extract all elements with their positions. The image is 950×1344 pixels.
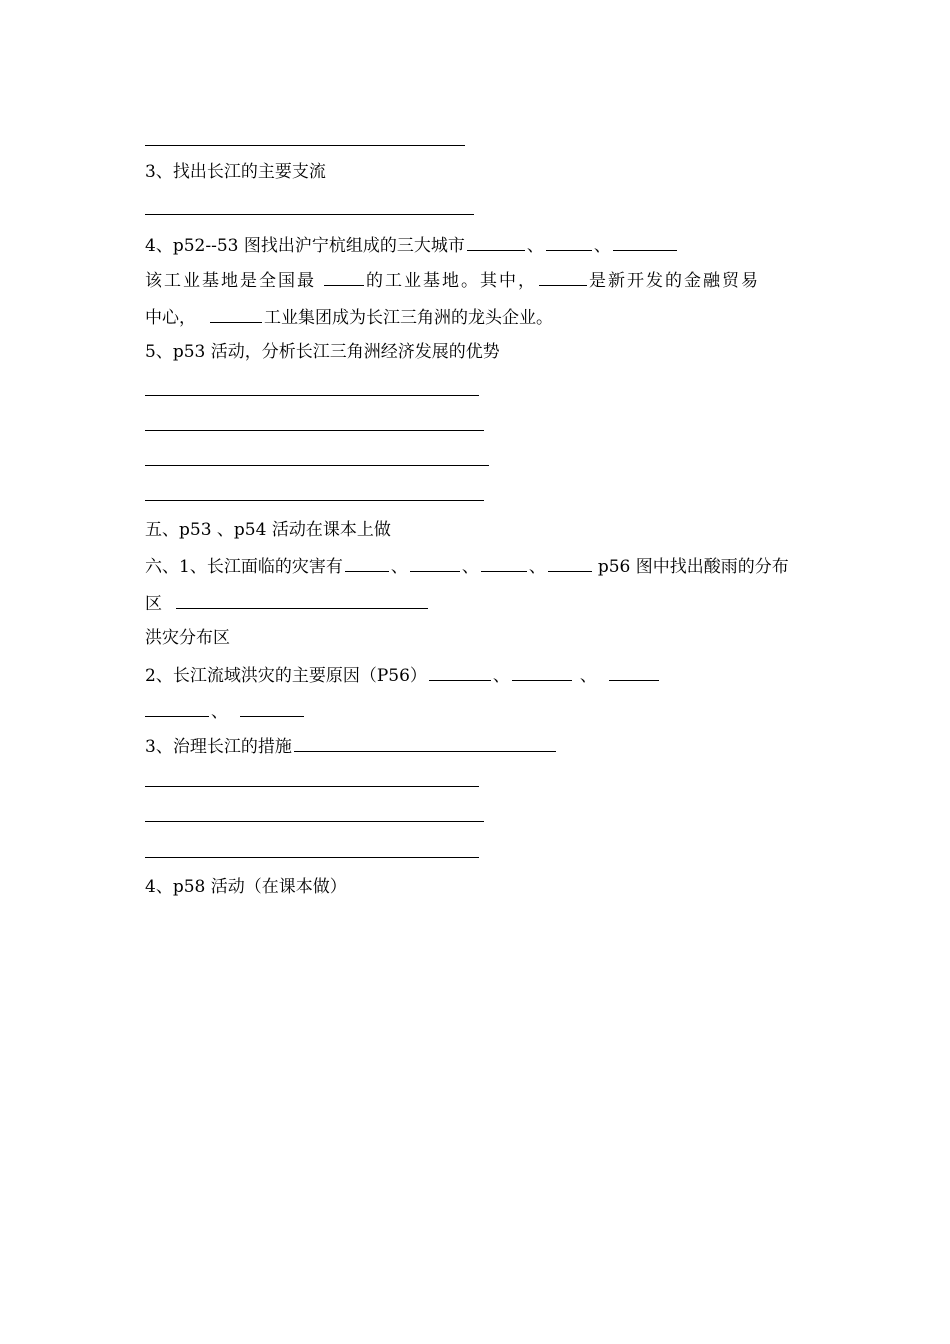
separator: 、 bbox=[461, 557, 479, 577]
question-text: 是新开发的金融贸易 bbox=[589, 271, 760, 291]
blank bbox=[539, 268, 587, 286]
question-text: 5、p53 活动，分析长江三角洲经济发展的优势 bbox=[145, 342, 500, 362]
blank bbox=[145, 699, 209, 717]
answer-line bbox=[145, 395, 479, 396]
question-2-flood-causes-cont bbox=[145, 699, 306, 723]
blank bbox=[210, 305, 262, 323]
answer-line bbox=[145, 465, 489, 466]
question-2-flood-causes bbox=[145, 663, 661, 687]
blank bbox=[467, 233, 525, 251]
blank bbox=[240, 699, 304, 717]
answer-line bbox=[145, 821, 484, 822]
question-text: 3、找出长江的主要支流 bbox=[145, 162, 326, 182]
separator: 、 bbox=[526, 236, 544, 256]
answer-line bbox=[145, 786, 479, 787]
answer-line bbox=[145, 214, 474, 215]
answer-line bbox=[145, 430, 484, 431]
question-text: 洪灾分布区 bbox=[145, 628, 230, 648]
question-text: 4、p58 活动（在课本做） bbox=[145, 877, 347, 897]
blank bbox=[546, 233, 592, 251]
question-text: 3、治理长江的措施 bbox=[145, 737, 292, 757]
blank bbox=[481, 554, 527, 572]
answer-line bbox=[145, 500, 484, 501]
question-3-branches bbox=[145, 161, 326, 183]
answer-line bbox=[145, 145, 465, 146]
question-text: 4、p52--53 图找出沪宁杭组成的三大城市 bbox=[145, 236, 465, 256]
separator: 、 bbox=[593, 236, 611, 256]
blank bbox=[548, 554, 592, 572]
question-3-measures bbox=[145, 734, 558, 758]
question-text: p56 图中找出酸雨的分布 bbox=[597, 557, 789, 577]
question-4-activity bbox=[145, 876, 347, 898]
separator: 、 bbox=[390, 557, 408, 577]
blank bbox=[512, 663, 572, 681]
question-4-cities bbox=[145, 233, 679, 257]
question-text: 六、1、长江面临的灾害有 bbox=[145, 557, 343, 577]
question-text: 中心， bbox=[145, 308, 196, 328]
question-text: 区 bbox=[145, 594, 162, 614]
separator: 、 bbox=[211, 702, 228, 722]
blank bbox=[176, 591, 428, 609]
answer-line bbox=[145, 857, 479, 858]
question-4-base bbox=[145, 268, 760, 292]
separator: 、 bbox=[579, 666, 597, 686]
blank bbox=[609, 663, 659, 681]
blank bbox=[429, 663, 491, 681]
separator: 、 bbox=[528, 557, 546, 577]
flood-region bbox=[145, 627, 230, 649]
blank bbox=[294, 734, 556, 752]
question-text: 该工业基地是全国最 bbox=[145, 271, 316, 291]
question-5-advantages bbox=[145, 341, 500, 363]
blank bbox=[324, 268, 364, 286]
section-5 bbox=[145, 519, 391, 541]
section-6-disasters bbox=[145, 554, 789, 578]
blank bbox=[410, 554, 460, 572]
blank bbox=[613, 233, 677, 251]
question-text: 工业集团成为长江三角洲的龙头企业。 bbox=[264, 308, 553, 328]
blank bbox=[345, 554, 389, 572]
acid-rain-region bbox=[145, 591, 430, 615]
question-4-center bbox=[145, 305, 553, 329]
question-text: 的工业基地。其中， bbox=[366, 271, 537, 291]
section-text: 五、p53 、p54 活动在课本上做 bbox=[145, 520, 391, 540]
separator: 、 bbox=[492, 666, 510, 686]
question-text: 2、长江流域洪灾的主要原因（P56） bbox=[145, 666, 427, 686]
